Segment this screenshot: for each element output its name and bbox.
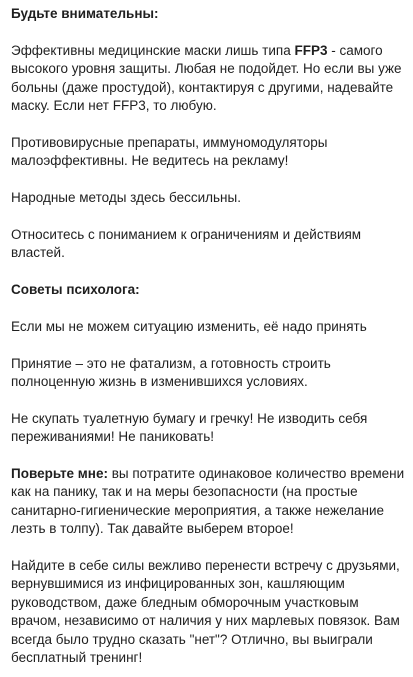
heading-psychologist-tips: Советы психолога: xyxy=(11,282,140,298)
heading-be-careful: Будьте внимательны: xyxy=(11,6,159,21)
paragraph-believe-me xyxy=(11,465,405,539)
paragraph-postpone-meetings: Найдите в себе силы вежливо перенести встречу с друзьями, вернувшимися из инфицированных зон, кашляющим руководством, даже бледным обморочным участковым врачом, независимо от наличия у них марлевых повязок. Вам всегда было трудно сказать "нет"? Отлично, вы выиграли бесплатный тренинг! xyxy=(11,558,400,666)
paragraph-authorities: Относитесь с пониманием к ограничениям и действиям властей. xyxy=(11,226,362,261)
masks-text-end: - самого высокого уровня защиты. Любая не подойдет. Но если вы уже больны (даже простудой), контактируя с другими, надевайте маску. Если нет FFP3, то любую. xyxy=(11,42,402,114)
paragraph-acceptance: Принятие – это не фатализм, а готовность строить полноценную жизнь в изменившихся условиях. xyxy=(11,355,331,390)
believe-me-bold: Поверьте мне: xyxy=(11,466,108,482)
paragraph-no-panic: Не скупать туалетную бумагу и гречку! Не изводить себя переживаниями! Не паниковать! xyxy=(11,410,368,445)
paragraph-antivirals: Противовирусные препараты, иммуномодуляторы малоэффективны. Не ведитесь на рекламу! xyxy=(11,134,328,169)
ffp3-bold: FFP3 xyxy=(294,42,328,58)
masks-text-start: Эффективны медицинские маски лишь типа xyxy=(11,42,295,58)
paragraph-accept: Если мы не можем ситуацию изменить, её надо принять xyxy=(11,318,367,334)
paragraph-masks xyxy=(11,42,405,116)
believe-me-text: вы потратите одинаковое количество времени как на панику, так и на меры безопасности (на простые санитарно-гигиенические мероприятия, а также нежелание лезть в толпу). Так давайте выберем второе! xyxy=(11,466,405,537)
paragraph-folk-methods: Народные методы здесь бессильны. xyxy=(11,190,241,206)
